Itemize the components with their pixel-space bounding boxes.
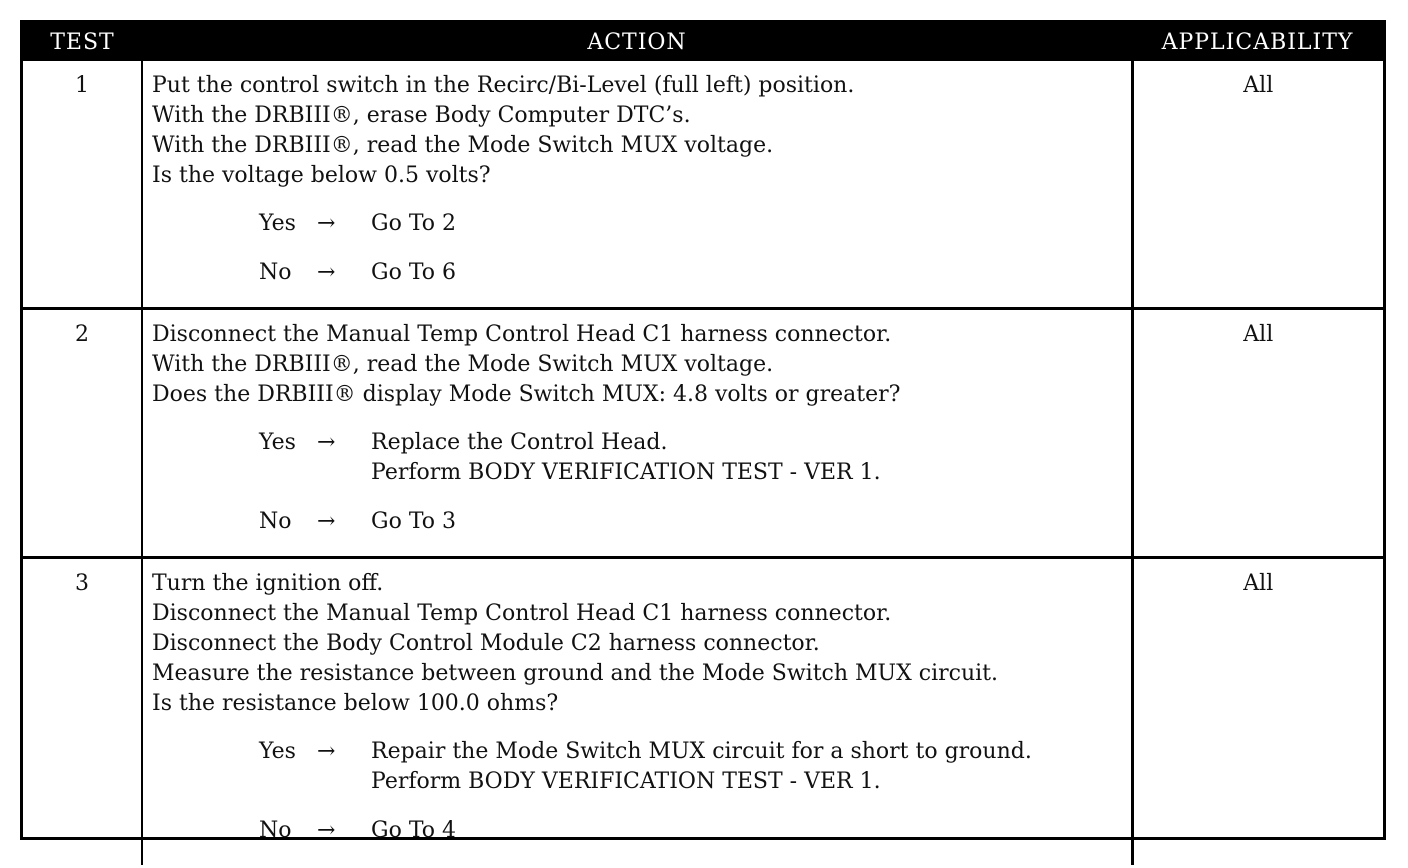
right-arrow-icon: → — [317, 430, 336, 455]
no-result — [371, 258, 1131, 288]
yes-answer — [259, 209, 1131, 239]
right-arrow-icon: → — [317, 509, 336, 534]
answer-block — [259, 428, 1131, 537]
no-result — [371, 507, 1131, 537]
action-step: Put the control switch in the Recirc/Bi-Level (full left) position. — [152, 73, 855, 98]
yes-result — [371, 428, 1131, 488]
action-cell — [142, 558, 1132, 866]
diagnostic-test-table — [23, 23, 1383, 865]
action-step: Turn the ignition off. — [152, 571, 384, 596]
no-label: No — [259, 509, 292, 534]
action-step: Measure the resistance between ground and the Mode Switch MUX circuit. — [152, 661, 998, 686]
answer-block — [259, 737, 1131, 846]
header-row — [23, 23, 1383, 61]
table-row — [23, 61, 1383, 309]
yes-label: Yes — [259, 211, 296, 236]
yes-answer — [259, 428, 1131, 488]
result-line: Perform BODY VERIFICATION TEST - VER 1. — [371, 460, 881, 485]
right-arrow-icon: → — [317, 818, 336, 843]
no-result — [371, 816, 1131, 846]
result-line: Repair the Mode Switch MUX circuit for a short to ground. — [371, 739, 1032, 764]
action-step: With the DRBIII®, read the Mode Switch MUX voltage. — [152, 133, 774, 158]
header-applicability: APPLICABILITY — [1132, 23, 1383, 61]
no-label: No — [259, 818, 292, 843]
applicability-value: All — [1132, 309, 1383, 558]
yes-answer — [259, 737, 1131, 797]
no-answer — [259, 258, 1131, 288]
applicability-value: All — [1132, 558, 1383, 866]
action-step: Disconnect the Manual Temp Control Head C1 harness connector. — [152, 322, 892, 347]
test-number: 1 — [23, 61, 142, 309]
no-answer — [259, 507, 1131, 537]
action-step: Is the resistance below 100.0 ohms? — [152, 691, 559, 716]
result-line: Go To 4 — [371, 818, 457, 843]
no-label: No — [259, 260, 292, 285]
yes-label: Yes — [259, 430, 296, 455]
test-number: 3 — [23, 558, 142, 866]
header-action: ACTION — [142, 23, 1132, 61]
yes-label: Yes — [259, 739, 296, 764]
action-step: Does the DRBIII® display Mode Switch MUX: 4.8 volts or greater? — [152, 382, 901, 407]
yes-result — [371, 209, 1131, 239]
applicability-value: All — [1243, 73, 1274, 98]
result-line: Perform BODY VERIFICATION TEST - VER 1. — [371, 769, 881, 794]
action-step: With the DRBIII®, erase Body Computer DTC’s. — [152, 103, 691, 128]
answer-block — [259, 209, 1131, 288]
action-cell — [142, 309, 1132, 558]
diagnostic-table-frame — [20, 20, 1386, 843]
right-arrow-icon: → — [317, 211, 336, 236]
action-step: Disconnect the Manual Temp Control Head C1 harness connector. — [152, 601, 892, 626]
action-step: With the DRBIII®, read the Mode Switch MUX voltage. — [152, 352, 774, 377]
action-step: Is the voltage below 0.5 volts? — [152, 163, 491, 188]
action-step: Disconnect the Body Control Module C2 harness connector. — [152, 631, 820, 656]
result-line: Go To 2 — [371, 211, 457, 236]
right-arrow-icon: → — [317, 739, 336, 764]
test-number: 2 — [23, 309, 142, 558]
result-line: Go To 3 — [371, 509, 457, 534]
yes-result — [371, 737, 1131, 797]
right-arrow-icon: → — [317, 260, 336, 285]
no-answer — [259, 816, 1131, 846]
table-row — [23, 558, 1383, 866]
table-row — [23, 309, 1383, 558]
header-test: TEST — [23, 23, 142, 61]
result-line: Go To 6 — [371, 260, 457, 285]
result-line: Replace the Control Head. — [371, 430, 668, 455]
action-cell — [142, 61, 1132, 309]
